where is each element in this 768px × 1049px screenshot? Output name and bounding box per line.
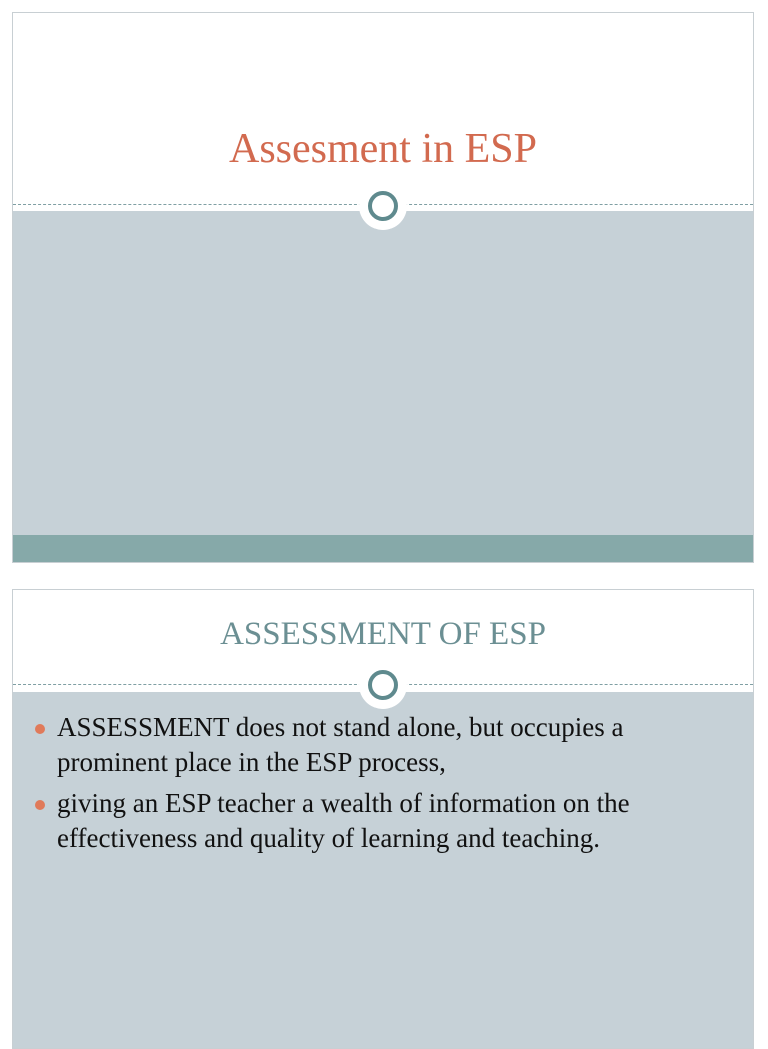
slide-title: Assesment in ESP	[228, 126, 538, 172]
list-item	[35, 786, 735, 856]
content-slide	[12, 589, 754, 1049]
circle-ornament-icon	[359, 182, 407, 230]
bullet-icon	[35, 800, 45, 810]
bullet-icon	[35, 724, 45, 734]
bullet-text: ASSESSMENT does not stand alone, but occupies a prominent place in the ESP process,	[57, 712, 624, 777]
title-slide	[12, 12, 754, 563]
ring-icon	[368, 670, 398, 700]
circle-ornament-icon	[359, 661, 407, 709]
bullet-list	[35, 710, 735, 862]
bullet-text: giving an ESP teacher a wealth of information on the effectiveness and quality of learning and teaching.	[57, 788, 630, 853]
slide-title: ASSESSMENT OF ESP	[220, 616, 546, 652]
list-item	[35, 710, 735, 780]
ring-icon	[368, 191, 398, 221]
accent-band	[13, 535, 753, 562]
